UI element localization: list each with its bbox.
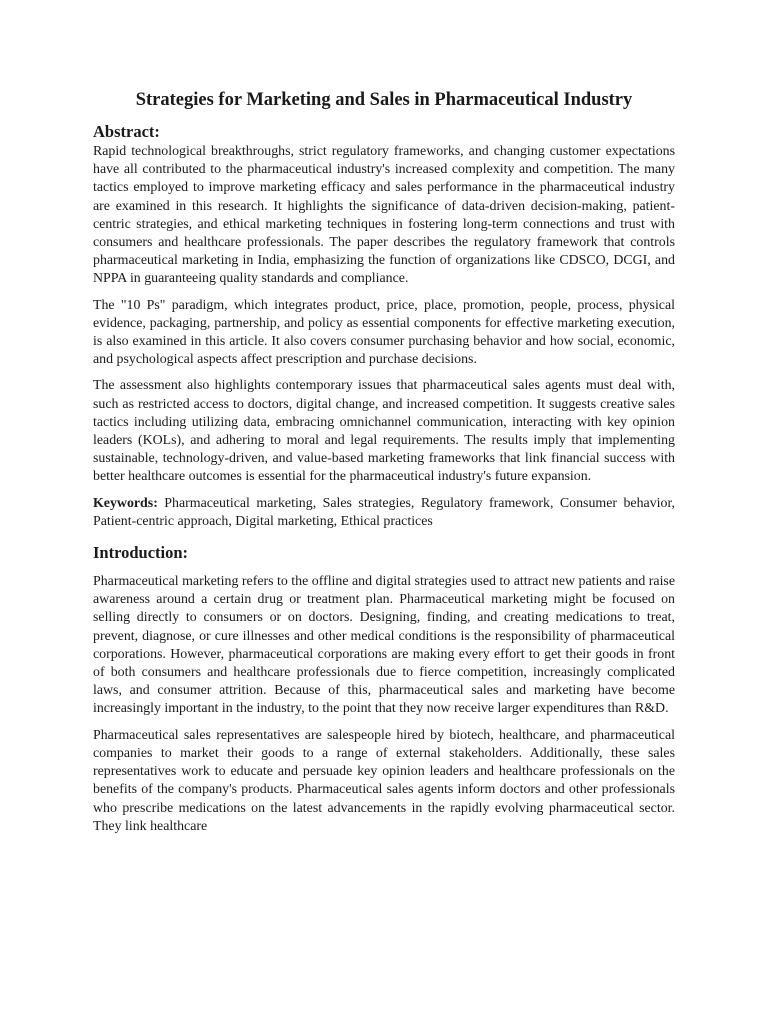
document-title: Strategies for Marketing and Sales in Pharmaceutical Industry xyxy=(135,90,633,110)
introduction-paragraph-2: Pharmaceutical sales representatives are salespeople hired by biotech, healthcare, and pharmaceutical companies to market their goods to a range of external stakeholders. Additionally, these sales representatives work to educate and persuade key opinion leaders and healthcare professionals on the benefits of the company's products. Pharmaceutical sales agents inform doctors and other professionals who prescribe medications on the latest advancements in the rapidly evolving pharmaceutical sector. They link healthcare xyxy=(93,727,675,834)
abstract-heading: Abstract: xyxy=(93,122,160,141)
abstract-paragraph-2: The "10 Ps" paradigm, which integrates product, price, place, promotion, people, process, physical evidence, packaging, partnership, and policy as essential components for effective marketing execution, is also examined in this article. It also covers consumer purchasing behavior and how social, economic, and psychological aspects affect prescription and purchase decisions. xyxy=(93,297,675,368)
keywords-text: Pharmaceutical marketing, Sales strategies, Regulatory framework, Consumer behavior, Patient-centric approach, Digital marketing, Ethical practices xyxy=(93,495,675,529)
document-page xyxy=(93,88,675,844)
abstract-paragraph-1: Rapid technological breakthroughs, strict regulatory frameworks, and changing customer expectations have all contributed to the pharmaceutical industry's increased complexity and competition. The many tactics employed to improve marketing efficacy and sales performance in the pharmaceutical industry are examined in this research. It highlights the significance of data-driven decision-making, patient-centric strategies, and ethical marketing techniques in fostering long-term connections and trust with consumers and healthcare professionals. The paper describes the regulatory framework that controls pharmaceutical marketing in India, emphasizing the function of organizations like CDSCO, DCGI, and NPPA in guaranteeing quality standards and compliance. xyxy=(93,144,675,287)
introduction-paragraph-1: Pharmaceutical marketing refers to the offline and digital strategies used to attract new patients and raise awareness around a certain drug or treatment plan. Pharmaceutical marketing might be focused on selling directly to consumers or on doctors. Designing, finding, and creating medications to treat, prevent, diagnose, or cure illnesses and other medical conditions is the responsibility of pharmaceutical corporations. However, pharmaceutical corporations are making every effort to get their goods in front of both consumers and healthcare professionals due to fierce competition, increasingly complicated laws, and consumer attrition. Because of this, pharmaceutical sales and marketing have become increasingly important in the industry, to the point that they now receive larger expenditures than R&D. xyxy=(93,574,675,717)
keywords-label: Keywords: xyxy=(93,495,158,511)
keywords-paragraph xyxy=(93,495,675,531)
abstract-paragraph-3: The assessment also highlights contemporary issues that pharmaceutical sales agents must deal with, such as restricted access to doctors, digital change, and increased competition. It suggests creative sales tactics including utilizing data, embracing omnichannel communication, interacting with key opinion leaders (KOLs), and adhering to moral and legal requirements. The results imply that implementing sustainable, technology-driven, and value-based marketing frameworks that link financial success with better healthcare outcomes is essential for the pharmaceutical industry's future expansion. xyxy=(93,378,675,485)
introduction-heading: Introduction: xyxy=(93,543,189,563)
